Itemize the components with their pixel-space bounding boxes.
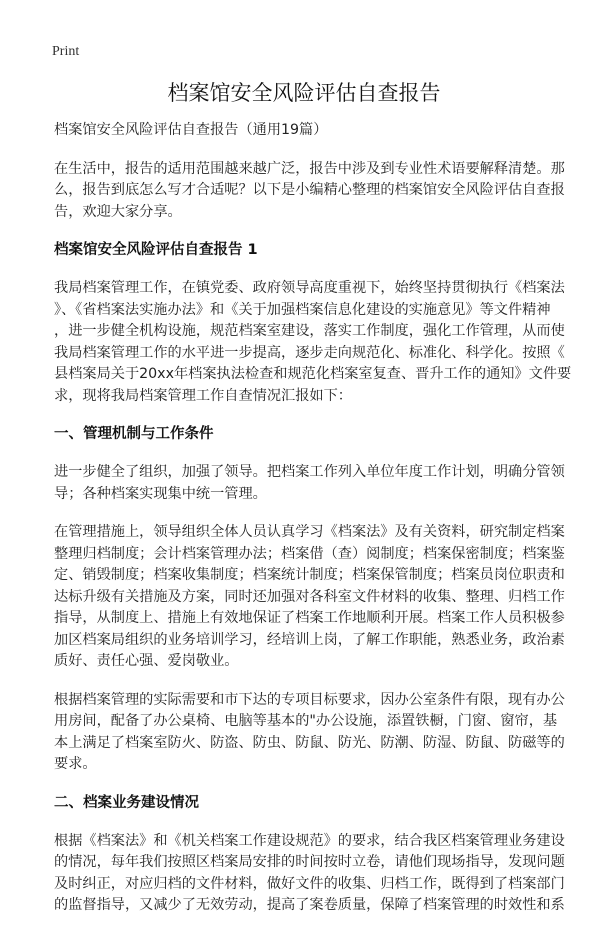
text-line: 质好、责任心强、爱岗敬业。 bbox=[54, 653, 239, 669]
text-line: 的监督指导，又减少了无效劳动，提高了案卷质量，保障了档案管理的时效性和系 bbox=[54, 897, 565, 913]
text-line: 要求。 bbox=[54, 756, 97, 772]
text-line: 求，现将我局档案管理工作自查情况汇报如下： bbox=[54, 387, 352, 404]
paragraph bbox=[54, 462, 565, 505]
paragraph bbox=[54, 690, 565, 776]
text-line: 用房间，配备了办公桌椅、电脑等基本的"办公设施，添置铁橱，门窗、窗帘，基 bbox=[54, 713, 558, 729]
intro-paragraph bbox=[54, 159, 565, 224]
text-line: 的情况，每年我们按照区档案局安排的时间按时立卷，请他们现场指导，发现问题 bbox=[54, 854, 565, 870]
text-line: 及时纠正，对应归档的文件材料，做好文件的收集、归档工作，既得到了档案部门 bbox=[54, 875, 565, 892]
text-line: 在生活中，报告的适用范围越来越广泛，报告中涉及到专业性术语要解释清楚。那 bbox=[54, 160, 565, 177]
text-line: 根据《档案法》和《机关档案工作建设规范》的要求，结合我区档案管理业务建设 bbox=[54, 832, 565, 849]
text-line: 定、销毁制度；档案收集制度；档案统计制度；档案保管制度；档案员岗位职责和 bbox=[54, 567, 565, 583]
subheading-management: 一、管理机制与工作条件 bbox=[54, 426, 214, 442]
text-line: 进一步健全了组织，加强了领导。把档案工作列入单位年度工作计划，明确分管领 bbox=[54, 464, 565, 480]
text-line: 根据档案管理的实际需要和市下达的专项目标要求，因办公室条件有限，现有办公 bbox=[54, 691, 565, 708]
text-line: 达标升级有关措施及方案，同时还加强对各科室文件材料的收集、整理、归档工作 bbox=[54, 588, 565, 605]
subtitle: 档案馆安全风险评估自查报告（通用19篇） bbox=[54, 122, 328, 138]
paragraph bbox=[54, 831, 565, 917]
text-line: 本上满足了档案室防火、防盗、防虫、防鼠、防光、防潮、防湿、防鼠、防磁等的 bbox=[54, 734, 565, 751]
print-link[interactable]: Print bbox=[52, 44, 80, 59]
text-line: 在管理措施上，领导组织全体人员认真学习《档案法》及有关资料，研究制定档案 bbox=[54, 524, 565, 540]
text-line: 我局档案管理工作的水平进一步提高，逐步走向规范化、标准化、科学化。按照《 bbox=[54, 344, 565, 361]
text-line: 导；各种档案实现集中统一管理。 bbox=[54, 485, 267, 502]
text-line: 告，欢迎大家分享。 bbox=[54, 203, 182, 220]
page-title: 档案馆安全风险评估自查报告 bbox=[167, 81, 441, 105]
text-line: 整理归档制度；会计档案管理办法；档案借（查）阅制度；档案保密制度；档案鉴 bbox=[54, 545, 565, 562]
document-body bbox=[54, 78, 572, 934]
section-heading: 档案馆安全风险评估自查报告 1 bbox=[54, 242, 258, 258]
text-line: 县档案局关于20xx年档案执法检查和规范化档案室复查、晋升工作的通知》文件要 bbox=[54, 366, 572, 382]
text-line: 我局档案管理工作，在镇党委、政府领导高度重视下，始终坚持贯彻执行《档案法 bbox=[54, 280, 565, 296]
text-line: 么，报告到底怎么写才合适呢？以下是小编精心整理的档案馆安全风险评估自查报 bbox=[54, 182, 565, 198]
paragraph bbox=[54, 522, 565, 673]
paragraph bbox=[54, 278, 572, 407]
text-line: 指导，从制度上、措施上有效地保证了档案工作地顺利开展。档案工作人员积极参 bbox=[54, 610, 565, 626]
text-line: 加区档案局组织的业务培训学习，经培训上岗，了解工作职能，熟悉业务，政治素 bbox=[54, 631, 565, 648]
subheading-business: 二、档案业务建设情况 bbox=[54, 794, 199, 811]
text-line: 》、《省档案法实施办法》和《关于加强档案信息化建设的实施意见》等文件精神 bbox=[54, 301, 551, 318]
text-line: ，进一步健全机构设施，规范档案室建设，落实工作制度，强化工作管理，从而使 bbox=[54, 323, 565, 339]
